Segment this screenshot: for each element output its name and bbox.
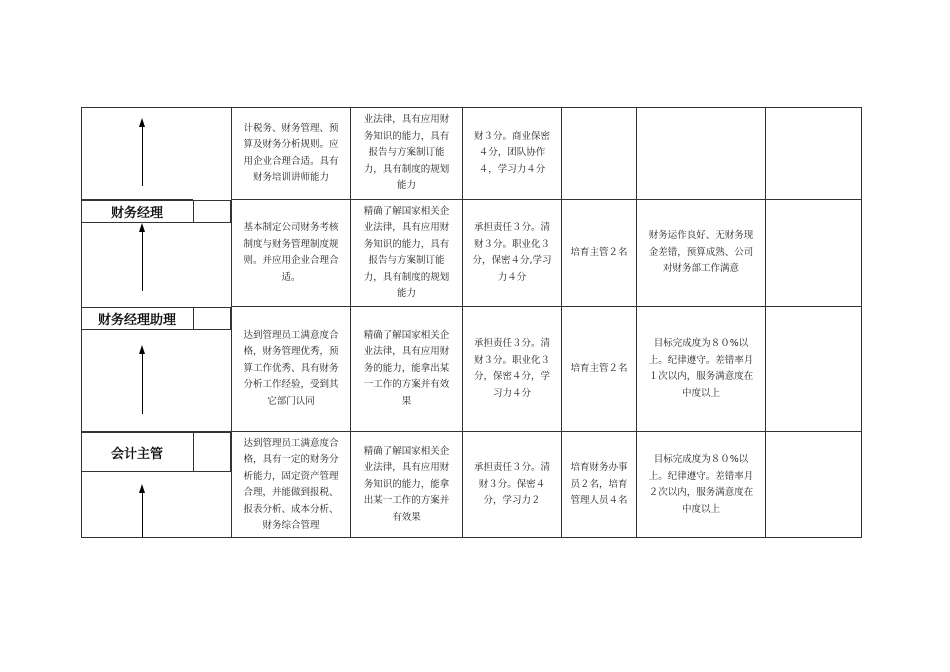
role-title-accounting-supervisor: 会计主管: [110, 446, 163, 462]
cell-requirements: 达到管理员工满意度合 格，财务管理优秀，预 算工作优秀、具有财务 分析工作经验，受到其 它部门认同: [243, 329, 339, 407]
cell-scores: 承担责任３分。清 财３分。职业化３ 分，保密４分,学习 力４分: [472, 222, 552, 283]
cell-scores: 承担责任３分。清 财３分。保密４ 分，学习力２: [473, 462, 550, 507]
cell-targets: 财务运作良好、无财务现 金差错，预算成熟、公司 对财务部工作满意: [648, 230, 754, 275]
cell-targets: 目标完成度为８０%以 上。纪律遵守。差错率月 ２次以内，服务满意度在 中度以上: [648, 454, 754, 515]
cell-knowledge: 业法律，具有应用财 务知识的能力，具有 报告与方案制订能 力，具有制度的规划 能力: [363, 114, 450, 192]
cell-knowledge: 精确了解国家相关企 业法律，具有应用财 务的能力，能拿出某 一工作的方案并有效 果: [363, 329, 450, 407]
cell-requirements: 基本制定公司财务考核 制度与财务管理制度规 则。并应用企业合理合 适。: [243, 222, 339, 283]
cell-notes: [766, 200, 862, 306]
title-box-divider: [193, 200, 194, 223]
cell-targets: 目标完成度为８０%以 上。纪律遵守。差错率月 １次以内，服务满意度在 中度以上: [648, 338, 754, 399]
cell-knowledge: 精确了解国家相关企 业法律，具有应用财 务知识的能力，具有 报告与方案制订能 力，具有制度的规划 能力: [363, 205, 450, 299]
cell-requirements: 达到管理员工满意度合 格，具有一定的财务分 析能力，固定资产管理 合理，并能做到报税、 报表分析、成本分析、 财务综合管理: [243, 437, 339, 531]
cell-notes: [766, 108, 862, 199]
title-box-divider: [193, 307, 194, 330]
role-title-finance-manager: 财务经理: [110, 206, 163, 221]
title-box-divider: [193, 432, 194, 472]
cell-scores: 财３分。商业保密 ４分，团队协作 ４，学习力４分: [473, 130, 550, 175]
cell-notes: [766, 307, 862, 431]
cell-notes: [766, 432, 862, 538]
up-arrow-icon: [142, 492, 143, 538]
cell-targets: [637, 108, 765, 199]
cell-scores: 承担责任３分。清 财３分。职业化３ 分，保密４分，学 习力４分: [473, 338, 550, 399]
cell-training: 培育主管２名: [570, 246, 628, 258]
up-arrow-icon: [142, 353, 143, 414]
role-title-finance-manager-assistant: 财务经理助理: [97, 313, 176, 328]
cell-requirements: 计税务、财务管理、预 算及财务分析规则。应 用企业合理合适。具有 财务培训讲师能力: [243, 122, 339, 183]
cell-training: 培育财务办事 员２名，培育 管理人员４名: [570, 462, 628, 507]
cell-training: 培育主管２名: [570, 362, 628, 374]
up-arrow-icon: [142, 126, 143, 186]
up-arrow-icon: [142, 231, 143, 291]
cell-training: [562, 108, 636, 199]
cell-knowledge: 精确了解国家相关企 业法律，具有应用财 务知识的能力，能拿 出某一工作的方案并 有效果: [363, 445, 450, 523]
